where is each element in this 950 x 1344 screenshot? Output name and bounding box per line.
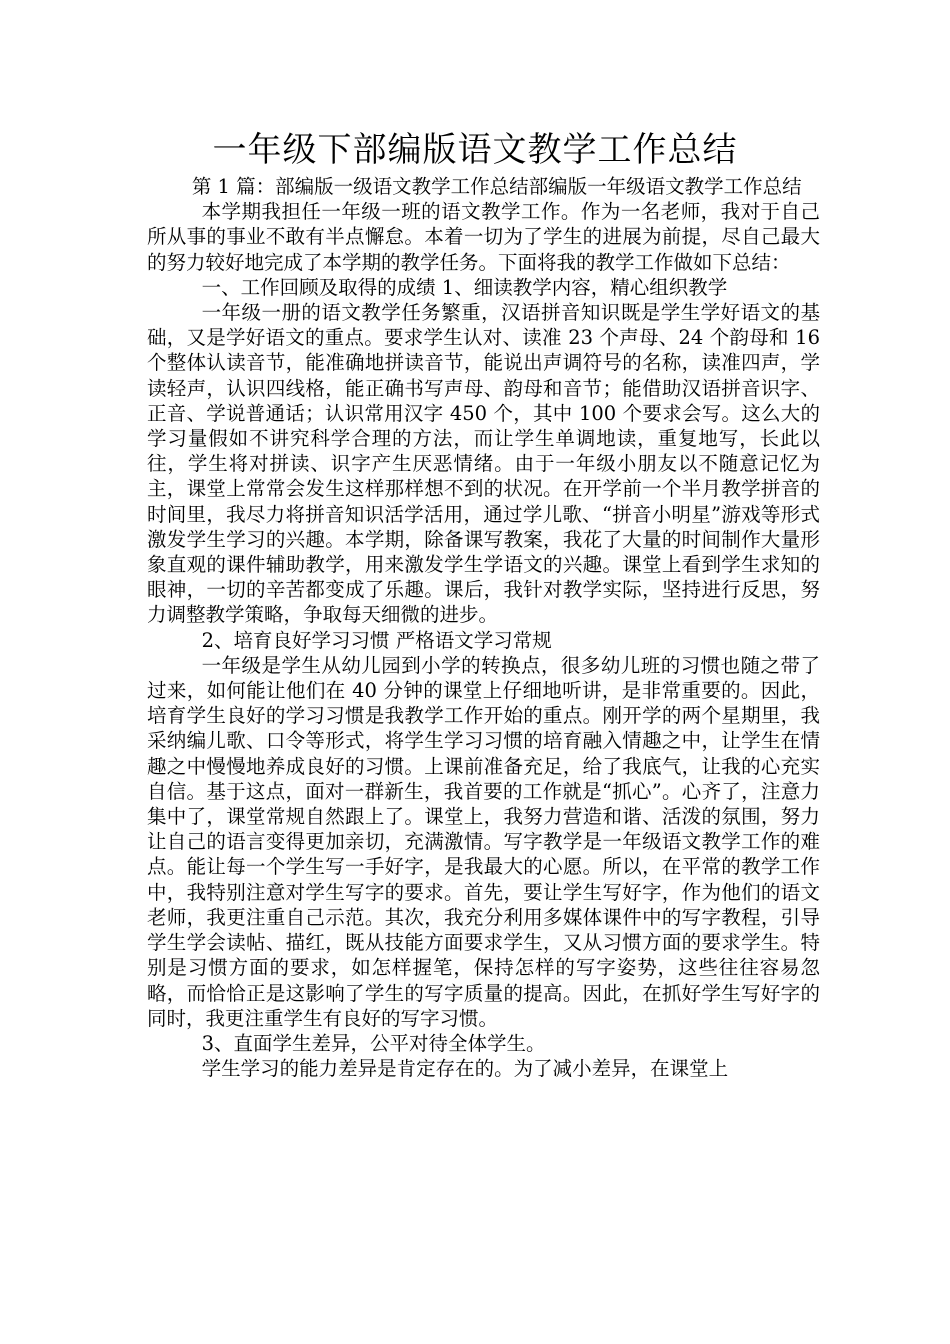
paragraph-section-heading-3: 3、直面学生差异，公平对待全体学生。 xyxy=(201,1031,546,1055)
paragraph-section-heading-2: 2、培育良好学习习惯 严格语文学习常规 xyxy=(201,628,552,652)
paragraph-section-heading-1: 一、工作回顾及取得的成绩 1、细读教学内容，精心组织教学 xyxy=(201,275,728,299)
document-title: 一年级下部编版语文教学工作总结 xyxy=(212,130,738,170)
paragraph-body-1: 一年级一册的语文教学任务繁重，汉语拼音知识既是学生学好语文的基础，又是学好语文的重点。要求学生认对、读准 23 个声母、24 个韵母和 16 个整体认读音节，能准确地拼读音节，能说出声调符号的名称，读准四声，学读轻声，认识四线格，能正确书写声母、韵母和音节；能借助汉语拼音识字、正音、学说普通话；认识常用汉字 450 个，其中 100 个要求会写。这么大的学习量假如不讲究科学合理的方法，而让学生单调地读，重复地写，长此以往，学生将对拼读、识字产生厌恶情绪。由于一年级小朋友以不随意记忆为主，课堂上常常会发生这样那样想不到的状况。在开学前一个半月教学拼音的时间里，我尽力将拼音知识活学活用，通过学儿歌、“拼音小明星”游戏等形式激发学生学习的兴趣。本学期，除备课写教案，我花了大量的时间制作大量形象直观的课件辅助教学，用来激发学生学语文的兴趣。课堂上看到学生求知的眼神，一切的辛苦都变成了乐趣。课后，我针对教学实际，坚持进行反思，努力调整教学策略，争取每天细微的进步。 xyxy=(147,301,820,627)
document-body xyxy=(147,174,820,1081)
paragraph-body-2: 一年级是学生从幼儿园到小学的转换点，很多幼儿班的习惯也随之带了过来，如何能让他们在 40 分钟的课堂上仔细地听讲，是非常重要的。因此，培育学生良好的学习习惯是我教学工作开始的重点。刚开学的两个星期里，我采纳编儿歌、口令等形式，将学生学习习惯的培育融入情趣之中，让学生在情趣之中慢慢地养成良好的习惯。上课前准备充足，给了我底气，让我的心充实自信。基于这点，面对一群新生，我首要的工作就是“抓心”。心齐了，注意力集中了，课堂常规自然跟上了。课堂上，我努力营造和谐、活泼的氛围，努力让自己的语言变得更加亲切，充满激情。写字教学是一年级语文教学工作的难点。能让每一个学生写一手好字，是我最大的心愿。所以，在平常的教学工作中，我特别注意对学生写字的要求。首先，要让学生写好字，作为他们的语文老师，我更注重自己示范。其次，我充分利用多媒体课件中的写字教程，引导学生学会读帖、描红，既从技能方面要求学生，又从习惯方面的要求学生。特别是习惯方面的要求，如怎样握笔，保持怎样的写字姿势，这些往往容易忽略，而恰恰正是这影响了学生的写字质量的提高。因此，在抓好学生写好字的同时，我更注重学生有良好的写字习惯。 xyxy=(147,653,820,1030)
paragraph-article-heading: 第 1 篇：部编版一级语文教学工作总结部编版一年级语文教学工作总结 xyxy=(191,175,802,198)
paragraph-intro: 本学期我担任一年级一班的语文教学工作。作为一名老师，我对于自己所从事的事业不敢有半点懈怠。本着一切为了学生的进展为前提，尽自己最大的努力较好地完成了本学期的教学任务。下面将我的教学工作做如下总结： xyxy=(147,200,820,274)
paragraph-body-3: 学生学习的能力差异是肯定存在的。为了减小差异，在课堂上 xyxy=(201,1057,729,1081)
